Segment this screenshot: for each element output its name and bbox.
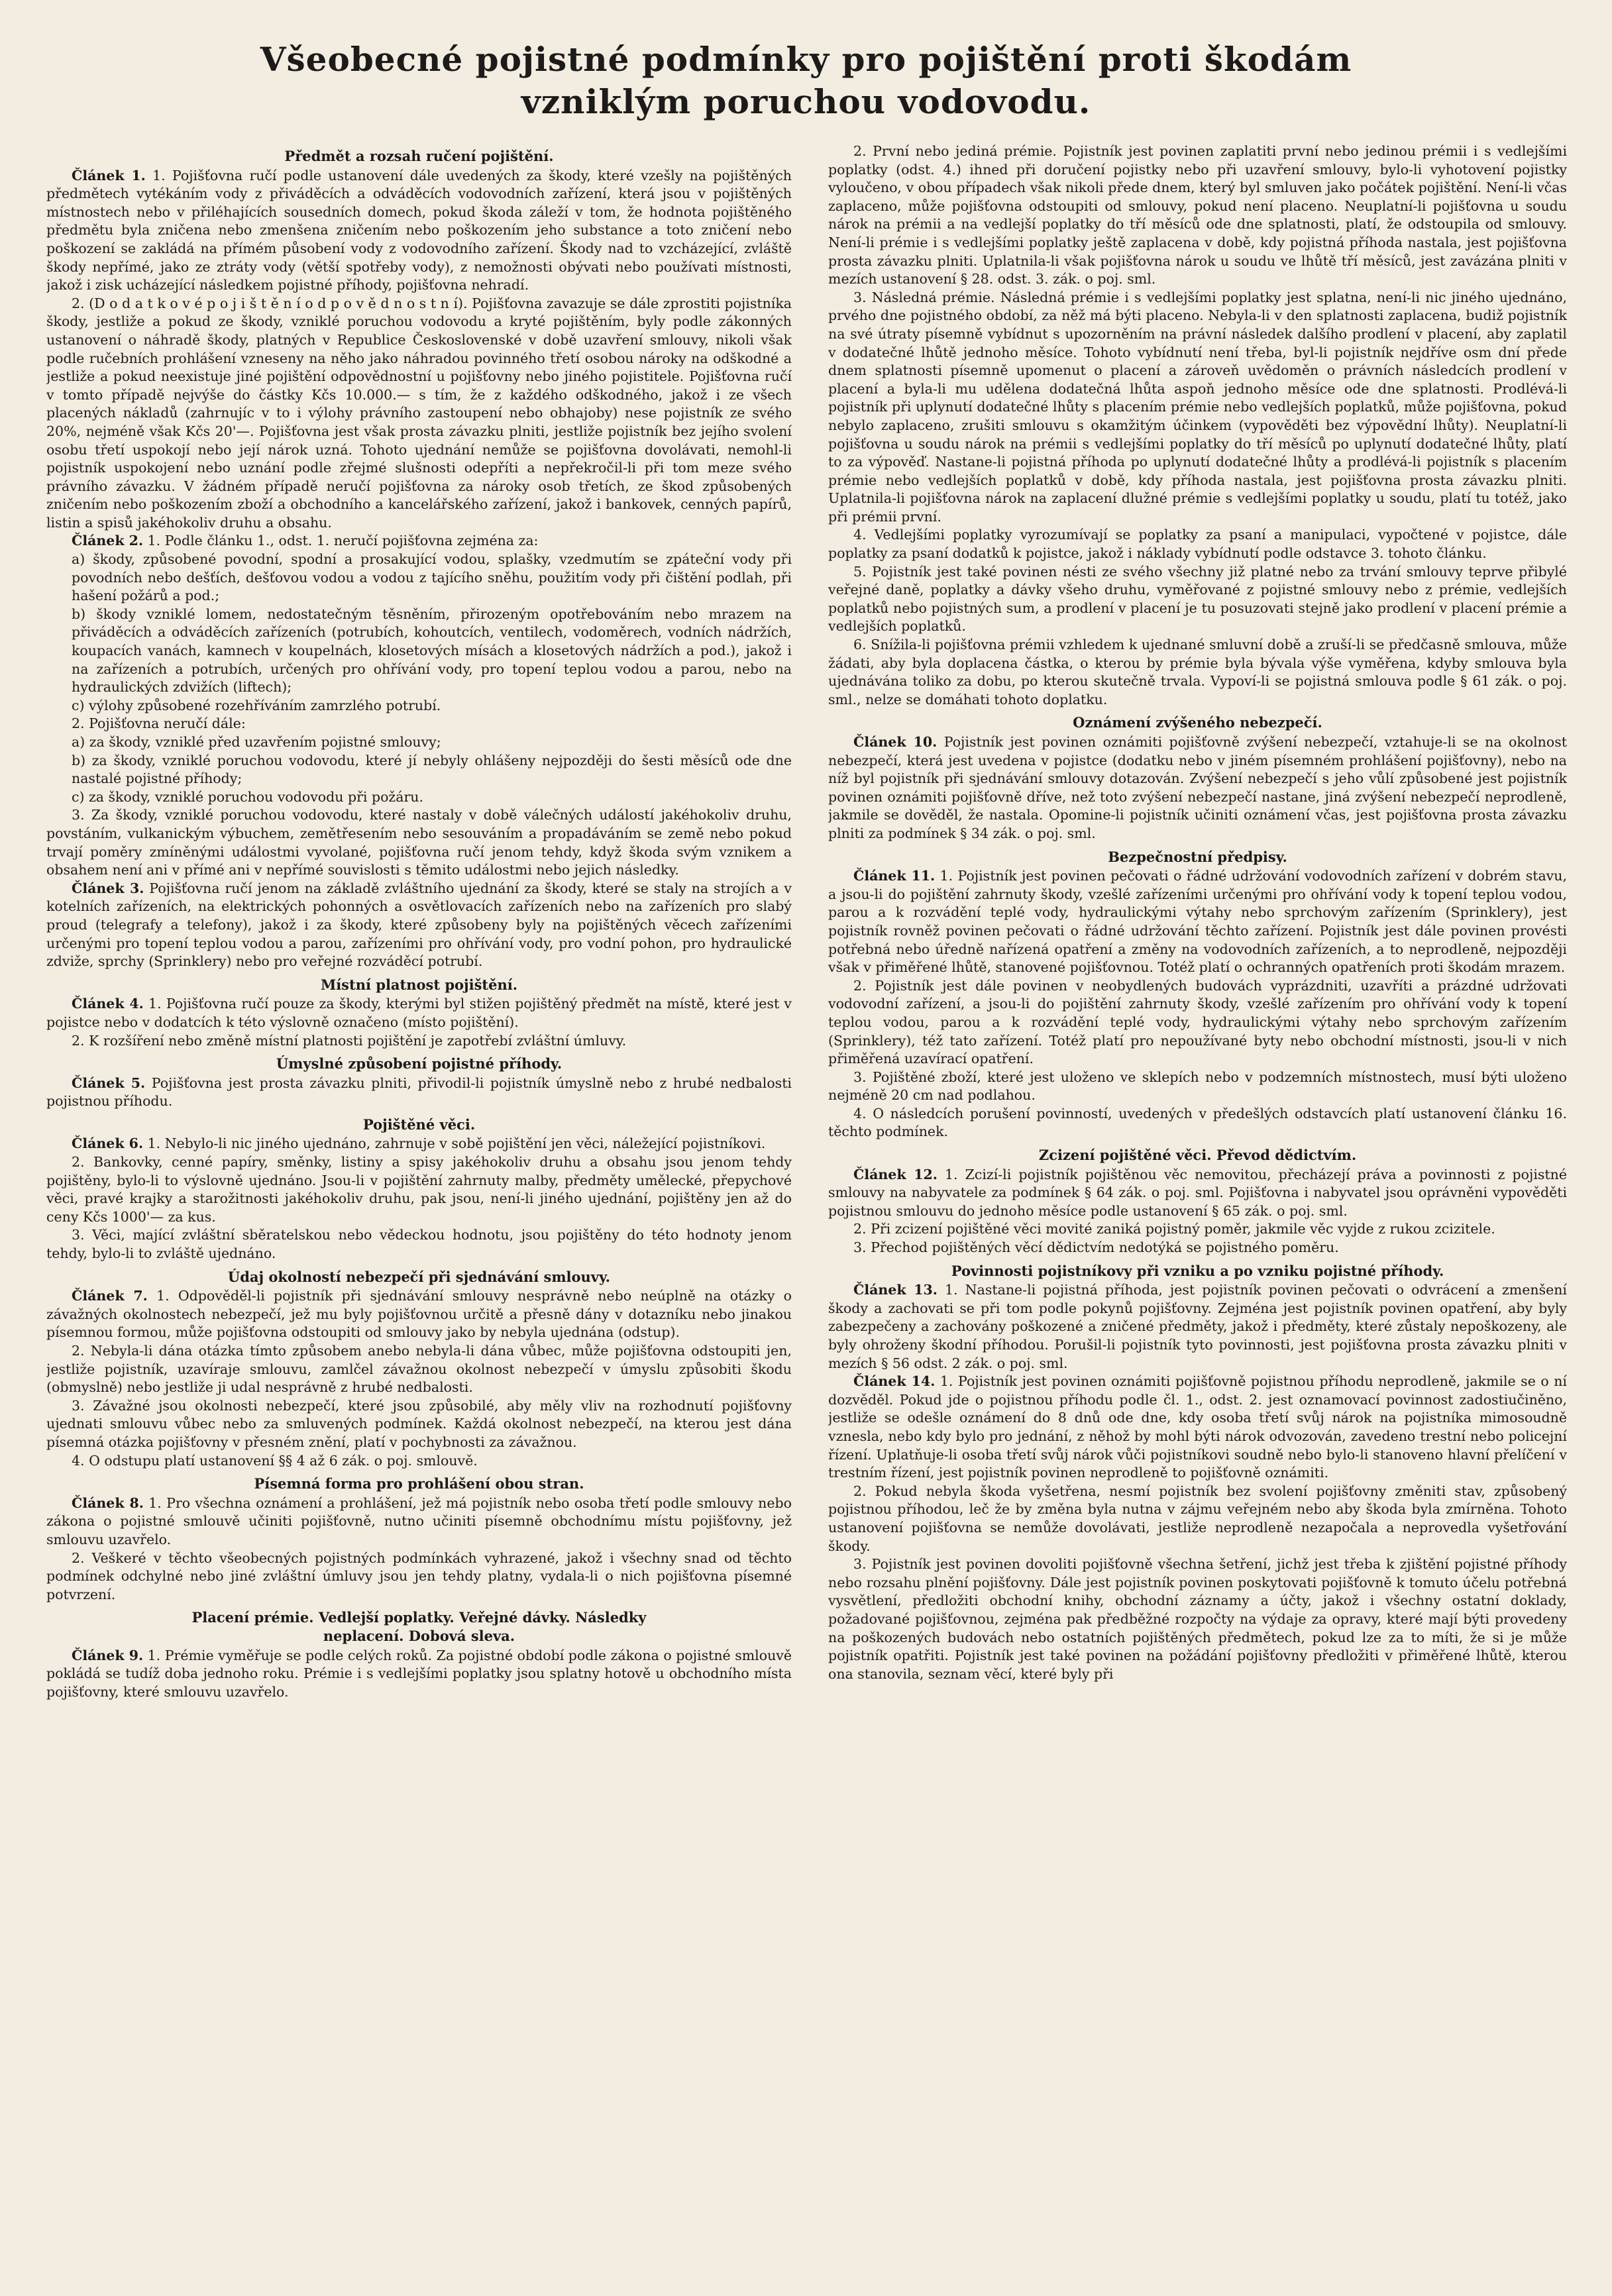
section-heading: Úmyslné způsobení pojistné příhody. (276, 1055, 563, 1072)
paragraph: 3. Za škody, vzniklé poruchou vodovodu, které nastaly v době válečných událostí jakéhokoliv druhu, povstáním, vulkanickým výbuchem, zemětřesením nebo sesouváním a propadáváním se země nebo pokud trvají poměry zmíněnými událostmi vyvolané, pojišťovna ručí jenom tehdy, když škoda svým vznikem a obsahem není ani v přímé ani v nepřímé souvislosti s těmito událostmi nebo jejich následky. (46, 807, 792, 878)
paragraph: 4. Vedlejšími poplatky vyrozumívají se poplatky za psaní a manipulaci, vypočtené v pojistce, dále poplatky za psaní dodatků k pojistce, jakož i náklady vybídnutí podle odstavce 3. tohoto článku. (828, 527, 1567, 562)
paragraph: 4. O odstupu platí ustanovení §§ 4 až 6 zák. o poj. smlouvě. (72, 1452, 478, 1469)
paragraph: 6. Snížila-li pojišťovna prémii vzhledem k ujednané smluvní době a zruší-li se předčasně smlouva, může žádati, aby byla doplacena částka, o kterou by prémie byla bývala výše vyměřena, kdyby smlouva byla ujednávána toliko za dobu, po kterou skutečně trvala. Vypoví-li se pojistná smlouva podle § 61 zák. o poj. sml., nelze se domáhati tohoto doplatku. (828, 637, 1567, 707)
paragraph (46, 1135, 792, 1153)
list-item: a) škody, způsobené povodní, spodní a prosakující vodou, splašky, vzedmutím se zpáteční vody při povodních nebo dešťích, dešťovou vodou a vodou z tajícího sněhu, použitím vody při čištění podlah, při hašení požárů a pod.; (72, 551, 792, 604)
list-item: b) škody vzniklé lomem, nedostatečným těsněním, přirozeným opotřebováním nebo mrazem na přiváděcích a odváděcích zařízeních (potrubích, kohoutcích, ventilech, vodoměrech, vodních nádržích, koupacích vanách, kamnech v koupelnách, klosetových mísách a klosetových nádržích a pod.), jakož i na zařízeních a potrubích, určených pro ohřívání vody, pro topení teplou vodou a parou, nebo na hydraulických zdvižích (liftech); (72, 605, 792, 696)
paragraph-text: 1. Pojišťovna ručí pouze za škody, kterými byl stižen pojištěný předmět na místě, které jest v pojistce nebo v dodatcích k této výslovně označeno (místo pojištění). (46, 996, 792, 1030)
title-line-1: Všeobecné pojistné podmínky pro pojištění proti škodám (260, 40, 1352, 79)
section-heading-line: neplacení. Dobová sleva. (323, 1627, 515, 1644)
paragraph: 5. Pojistník jest také povinen nésti ze svého všechny již platné nebo za trvání smlouvy teprve přibylé veřejné daně, poplatky a dávky všeho druhu, vyměřované z pojistné smlouvy nebo z prémie, vedlejších poplatků nebo pojistných sum, a prodlení v placení je tu posuzovati stejně jako prodlení v placení prémie a vedlejších poplatků. (828, 563, 1567, 635)
paragraph (46, 995, 792, 1031)
section-heading (46, 1608, 792, 1645)
section-heading-line: Placení prémie. Vedlejší poplatky. Veřejné dávky. Následky (191, 1609, 647, 1626)
paragraph (46, 880, 792, 971)
article-label: Článek 14. (853, 1373, 936, 1390)
paragraph: 2. Pojistník jest dále povinen v neobydlených budovách vyprázdniti, uzavříti a prázdné udržovati vodovodní zařízení, a jsou-li do pojištění zahrnuty škody, vzešlé zařízením pro ohřívání vody k topení teplou vodou, parou a k rozvádění teplé vody, hydraulickými výtahy nebo sprchovým zařízením (Sprinklery), též tato zařízení. Totéž platí pro nepoužívané byty nebo obchodní místnosti, jsou-li v nich přiměřená uzavírací opatření. (828, 977, 1567, 1067)
article-label: Článek 2. (72, 533, 144, 549)
paragraph-text: Pojistník jest povinen oznámiti pojišťovně zvýšení nebezpečí, vztahuje-li se na okolnost nebezpečí, která jest uvedena v pojistce (dodatku nebo v jiném písemném prohlášení pojišťovny), nebo na níž byl pojistník při sjednávání smlouvy dotazován. Zvýšení nebezpečí s jeho vůlí způsobené jest pojistník povinen oznámiti pojišťovně dříve, než toto zvýšení nebezpečí nastane, jiná zvýšení nebezpečí neprodleně, jakmile se dověděl, že nastala. Opomine-li pojistník učiniti oznámení včas, jest pojišťovna prosta závazku plniti za podmínek § 34 zák. o poj. sml. (828, 734, 1567, 841)
article-label: Článek 8. (72, 1494, 144, 1511)
paragraph: 3. Přechod pojištěných věcí dědictvím nedotýká se pojistného poměru. (853, 1239, 1339, 1256)
paragraph-text: 1. Nastane-li pojistná příhoda, jest pojistník povinen pečovati o odvrácení a zmenšení škody a zachovati se při tom podle pokynů pojišťovny. Zejména jest pojistník povinen opatření, aby byly zabezpečeny a zachovány poškozené a zničené předměty, jakož i předměty, které zůstaly nepoškozeny, ale byly ohroženy škodní příhodou. Porušil-li pojistník tyto povinnosti, jest pojišťovna prosta závazku plniti v mezích § 56 odst. 2 zák. o poj. sml. (828, 1282, 1567, 1371)
section-heading: Pojištěné věci. (362, 1116, 476, 1133)
section-heading: Povinnosti pojistníkovy při vzniku a po vzniku pojistné příhody. (951, 1262, 1444, 1279)
paragraph-text: 1. Odpověděl-li pojistník při sjednávání smlouvy nesprávně nebo neúplně na otázky o závažných okolnostech nebezpečí, jež mu byly pojišťovnou určitě a přesně dány v dotazníku nebo jinakou písemnou formou, může pojišťovna odstoupiti od smlouvy jako by nebyla ujednána (odstup). (46, 1288, 792, 1341)
paragraph-text: 1. Podle článku 1., odst. 1. neručí pojišťovna zejména za: (147, 533, 539, 549)
paragraph: 2. Pojišťovna neručí dále: (72, 715, 246, 732)
paragraph: 2. (D o d a t k o v é p o j i š t ě n í o d p o v ě d n o s t n í). Pojišťovna zavazuje se dále zprostiti pojistníka škody, jestliže a pokud ze škody, vzniklé poruchou vodovodu a kryté pojištěním, byly podle zákonných ustanovení o náhradě škody, platných v Republice Československé v době uzavření smlouvy, nikoli však podle ručebních prohlášení vzneseny na něho jako náhradou povinného třetí osobou nároky na odškodné a jestliže a pokud neexistuje jiné pojištění odpovědnostní u pojišťovny nebo jiného pojistitele. Pojišťovna ručí v tomto případě nejvýše do částky Kčs 10.000.— s tím, že z každého odškodného, jakož i ze všech placených nákladů (zahrnujíc v to i výlohy právního zastoupení nebo obhajoby) nese pojistník ze svého 20%, nejméně však Kčs 20'—. Pojišťovna jest však prosta závazku plniti, jestliže pojistník bez jejího svolení osobu třetí uspokojí nebo její nárok uzná. Tohoto ujednání nemůže se pojišťovna dovolávati, nemohl-li pojistník uspokojení nebo uznání podle zřejmé slušnosti odepříti a nepřekročil-li při tom meze svého právního závazku. V žádném případě neručí pojišťovna za nároky osob třetích, ze škod způsobených zničením nebo poškozením zboží a obchodního a kancelářského zařízení, jakož i bankovek, cenných papírů, listin a spisů jakéhokoliv druhu a obsahu. (46, 295, 792, 531)
paragraph-text: 1. Pojistník jest povinen oznámiti pojišťovně pojistnou příhodu neprodleně, jakmile se o ní dozvěděl. Pokud jde o pojistnou příhodu podle čl. 1., odst. 2. jest oznamovací povinnost zadostiučiněno, jestliže se odešle oznámení do 8 dnů ode dne, kdy osoba třetí svůj nárok na pojistníka mimosoudně vznesla, nebo kdy bylo pro jednání, z něhož by mohl býti nárok odvozován, zavedeno trestní nebo policejní řízení. Uplatňuje-li osoba třetí svůj nárok vůči pojistníkovi soudně nebo bylo-li stanoveno hlavní přelíčení v trestním řízení, jest pojistník povinen neprodleně to pojišťovně oznámiti. (828, 1373, 1567, 1481)
paragraph: 2. Veškeré v těchto všeobecných pojistných podmínkách vyhrazené, jakož i všechny snad od těchto podmínek odchylné nebo jiné zvláštní úmluvy jsou jen tehdy platny, vydala-li o nich pojišťovna písemné potvrzení. (46, 1549, 792, 1602)
paragraph (46, 1287, 792, 1342)
paragraph: 3. Pojistník jest povinen dovoliti pojišťovně všechna šetření, jichž jest třeba k zjištění pojistné příhody nebo rozsahu plnění pojišťovny. Dále jest pojistník povinen poskytovati pojišťovně k tomuto účelu potřebná vysvětlení, předložiti obchodní knihy, obchodní záznamy a účty, jakož i všechny ostatní doklady, požadované pojišťovnou, zejména pak předběžné rozpočty na výdaje za opravy, které mají býti provedeny na poškozených budovách nebo ostatních pojištěných předmětech, pokud lze za to míti, že si je může pojistník opatřiti. Pojistník jest také povinen na požádání pojišťovny předložiti v přiměřené lhůtě, kterou ona stanovila, seznam věcí, které byly při (828, 1556, 1567, 1682)
paragraph: 3. Věci, mající zvláštní sběratelskou nebo vědeckou hodnotu, jsou pojištěny do této hodnoty jenom tehdy, bylo-li to zvláště ujednáno. (46, 1227, 792, 1262)
article-label: Článek 1. (72, 167, 146, 183)
paragraph: 2. Při zcizení pojištěné věci movité zaniká pojistný poměr, jakmile věc vyjde z rukou zcizitele. (853, 1221, 1495, 1237)
section-heading: Zcizení pojištěné věci. Převod dědictvím. (1038, 1147, 1357, 1164)
list-item: a) za škody, vzniklé před uzavřením pojistné smlouvy; (72, 734, 441, 750)
list-item: c) za škody, vzniklé poruchou vodovodu při požáru. (72, 788, 423, 805)
paragraph: 2. Nebyla-li dána otázka tímto způsobem anebo nebyla-li dána vůbec, může pojišťovna odstoupiti jen, jestliže pojistník, uzavíraje smlouvu, zamlčel závažnou okolnost nebezpečí v úmyslu způsobiti škodu (obmyslně) nebo jestliže ji udal nesprávně z hrubé nedbalosti. (46, 1343, 792, 1396)
paragraph (46, 1647, 792, 1702)
title-line-2: vzniklým poruchou vodovodu. (521, 82, 1091, 121)
section-heading: Předmět a rozsah ručení pojištění. (284, 148, 554, 164)
paragraph: 3. Závažné jsou okolnosti nebezpečí, které jsou způsobilé, aby měly vliv na rozhodnutí pojišťovny ujednati smlouvu vůbec nebo za smluvených podmínek. Každá okolnost nebezpečí, na kterou jest dána písemná otázka pojišťovny v přesném znění, platí v pochybnosti za závažnou. (46, 1397, 792, 1450)
paragraph (46, 1494, 792, 1549)
paragraph-text: Pojišťovna ručí jenom na základě zvláštního ujednání za škody, které se staly na strojích a v kotelních zařízeních, na elektrických pohonných a osvětlovacích zařízeních nebo na zařízeních pro slabý proud (telegrafy a telefony), jakož i za škody, které způsobeny byly na pojištěných věcech zařízeními určenými pro topení teplou vodou a parou, zařízeními pro ohřívání vody, pro vodní pohon, pro hydraulické zdviže, sprchy (Sprinklery) nebo pro veřejné rozváděcí potrubí. (46, 880, 792, 970)
paragraph-text: 1. Pojišťovna ručí podle ustanovení dále uvedených za škody, které vzešly na pojištěných předmětech vytékáním vody z přiváděcích a odváděcích vodovodních zařízení, která jsou v pojištěných místnostech nebo v přiléhajících sousedních domech, pokud škoda záleží v tom, že hodnota pojištěného předmětu byla zničena nebo zmenšena zničením nebo poškozením jeho substance a toto zničení nebo poškození se zakládá na přímém působení vody z vodovodního zařízení. Škody nad to vzcházející, zvláště škody nepřímé, jako ze ztráty vody (větší spotřeby vody), z nemožnosti obývati nebo používati místnosti, jakož i zisk ucházející následkem pojistné příhody, pojišťovna nehradí. (46, 167, 792, 293)
section-heading: Bezpečnostní předpisy. (1108, 848, 1287, 865)
document-title (0, 38, 1612, 123)
paragraph: 2. První nebo jediná prémie. Pojistník jest povinen zaplatiti první nebo jedinou prémii i s vedlejšími poplatky (odst. 4.) ihned při doručení pojistky nebo při uzavření smlouvy, bylo-li vyhotovení pojistky vyloučeno, v obou případech však nikoli přede dnem, který byl smluven jako počátek pojištění. Není-li včas zaplaceno, může pojišťovna odstoupiti od smlouvy, pokud není placeno. Neuplatní-li pojišťovna u soudu nárok na prémii a na vedlejší poplatky do tří měsíců ode dne splatnosti, platí, že odstoupila od smlouvy. Není-li prémie i s vedlejšími poplatky ještě zaplacena v době, kdy pojistná příhoda nastala, jest pojišťovna prosta závazku plniti. Uplatnila-li však pojišťovna nárok u soudu ve lhůtě tří měsíců, jest zavázána plniti v mezích ustanovení § 28. odst. 3. zák. o poj. sml. (828, 143, 1567, 287)
paragraph: 2. K rozšíření nebo změně místní platnosti pojištění je zapotřebí zvláštní úmluvy. (72, 1032, 627, 1049)
paragraph-text: 1. Pro všechna oznámení a prohlášení, jež má pojistník nebo osoba třetí podle smlouvy nebo zákona o pojistné smlouvě učiniti pojišťovně, nutno učiniti písemně obchodnímu místu pojišťovny, jež smlouvu uzavřelo. (46, 1494, 792, 1547)
section-heading: Písemná forma pro prohlášení obou stran. (254, 1475, 584, 1492)
list-item: b) za škody, vzniklé poruchou vodovodu, které jí nebyly ohlášeny nejpozději do šesti měsíců ode dne nastalé pojistné příhody; (72, 752, 792, 787)
paragraph (828, 1166, 1567, 1221)
right-column (828, 142, 1567, 2279)
article-label: Článek 12. (853, 1166, 938, 1182)
paragraph (828, 1281, 1567, 1373)
article-label: Článek 5. (72, 1074, 146, 1091)
left-column (46, 142, 792, 2279)
article-label: Článek 3. (72, 880, 144, 896)
paragraph (828, 733, 1567, 843)
paragraph: 4. O následcích porušení povinností, uvedených v předešlých odstavcích platí ustanovení článku 16. těchto podmínek. (828, 1105, 1567, 1140)
list-item: c) výlohy způsobené rozehříváním zamrzlého potrubí. (72, 697, 441, 713)
paragraph-text: 1. Nebylo-li nic jiného ujednáno, zahrnuje v sobě pojištění jen věci, náležející pojistníkovi. (147, 1135, 766, 1152)
paragraph-text: Pojišťovna jest prosta závazku plniti, přivodil-li pojistník úmyslně nebo z hrubé nedbalosti pojistnou příhodu. (46, 1074, 792, 1110)
section-heading: Údaj okolností nebezpečí při sjednávání smlouvy. (227, 1268, 611, 1285)
article-label: Článek 7. (72, 1288, 148, 1304)
article-label: Článek 6. (72, 1135, 144, 1152)
paragraph (46, 167, 792, 295)
section-heading: Místní platnost pojištění. (320, 976, 518, 993)
article-label: Článek 9. (72, 1647, 144, 1663)
paragraph (828, 1373, 1567, 1483)
article-label: Článek 10. (853, 734, 938, 750)
paragraph: 2. Bankovky, cenné papíry, směnky, listiny a spisy jakéhokoliv druhu a obsahu jsou jenom tehdy pojištěny, bylo-li to výslovně ujednáno. Jsou-li v pojištění zahrnuty malby, předměty umělecké, přepychové věci, pravé krajky a starožitnosti jakéhokoliv druhu, pak jsou, není-li jiného ujednání, pojištěny jen až do ceny Kčs 1000'— za kus. (46, 1154, 792, 1225)
paragraph (828, 867, 1567, 977)
article-label: Článek 11. (853, 868, 936, 884)
article-label: Článek 4. (72, 996, 144, 1012)
paragraph-text: 1. Pojistník jest povinen pečovati o řádné udržování vodovodních zařízení v dobrém stavu, a jsou-li do pojištění zahrnuty škody, vzešlé zařízeními určenými pro ohřívání vody k topení teplou vodou, parou a k rozvádění teplé vody, hydraulickými výtahy nebo sprchovým zařízením (Sprinklery), jest pojistník rovněž povinen pečovati o řádné udržování těchto zařízení. Pojistník jest dále povinen provésti potřebná nebo úředně nařízená opatření a změny na vodovodních zařízeních, a to neprodleně, nejpozději však v přiměřené lhůtě, stanovené pojišťovnou. Totéž platí o ochranných opatřeních proti škodám mrazem. (828, 868, 1567, 976)
paragraph-text: 1. Prémie vyměřuje se podle celých roků. Za pojistné období podle zákona o pojistné smlouvě pokládá se tudíž doba jednoho roku. Prémie i s vedlejšími poplatky jsou splatny hotově u obchodního místa pojišťovny, které smlouvu uzavřelo. (46, 1647, 792, 1700)
paragraph: 3. Následná prémie. Následná prémie i s vedlejšími poplatky jest splatna, není-li nic jiného ujednáno, prvého dne pojistného období, za něž má býti placeno. Nebyla-li v den splatnosti zaplacena, budiž pojistník na své útraty písemně vybídnut s upozorněním na právní následek dalšího prodlení v placení, aby zaplatil v dodatečné lhůtě jednoho měsíce. Tohoto vybídnutí není třeba, byl-li pojistník nejdříve osm dní přede dnem splatnosti písemně upomenut o placení a zároveň uvědoměn o právních následcích prodlení v placení a byla-li mu udělena dodatečná lhůta aspoň jednoho měsíce ode dne splatnosti. Prodlévá-li pojistník při uplynutí dodatečné lhůty s placením prémie nebo vedlejších poplatků, může pojišťovna, pokud nebylo zaplaceno, zrušiti smlouvu s okamžitým účinkem (vypověděti bez výpovědní lhůty). Neuplatní-li pojišťovna u soudu nárok na prémii s vedlejšími poplatky do tří měsíců po uplynutí dodatečné lhůty, platí to za výpověď. Nastane-li pojistná příhoda po uplynutí dodatečné lhůty a prodlévá-li pojistník s placením prémie nebo vedlejších poplatků v době, kdy příhoda nastala, jest pojišťovna prosta závazku plniti. Uplatnila-li pojišťovna nárok na zaplacení dlužné prémie s vedlejšími poplatky u soudu, platí tu totéž, jako při prémii první. (828, 289, 1567, 525)
paragraph (46, 532, 792, 550)
paragraph-text: 1. Zcizí-li pojistník pojištěnou věc nemovitou, přecházejí práva a povinnosti z pojistné smlouvy na nabyvatele za podmínek § 64 zák. o poj. sml. Pojišťovna i nabyvatel jsou oprávněni vypověděti pojistnou smlouvu do jednoho měsíce podle ustanovení § 65 zák. o poj. sml. (828, 1166, 1567, 1219)
paragraph: 3. Pojištěné zboží, které jest uloženo ve sklepích nebo v podzemních místnostech, musí býti uloženo nejméně 20 cm nad podlahou. (828, 1069, 1567, 1104)
paragraph: 2. Pokud nebyla škoda vyšetřena, nesmí pojistník bez svolení pojišťovny změniti stav, způsobený pojistnou příhodou, leč že by změna byla nutna v zájmu veřejném nebo aby škoda byla zmírněna. Tohoto ustanovení pojišťovna se nemůže dovolávati, jestliže neprodleně nezapočala a neprovedla vyšetřování škody. (828, 1483, 1567, 1554)
section-heading: Oznámení zvýšeného nebezpečí. (1073, 714, 1322, 731)
article-label: Článek 13. (853, 1282, 938, 1298)
paragraph (46, 1074, 792, 1111)
